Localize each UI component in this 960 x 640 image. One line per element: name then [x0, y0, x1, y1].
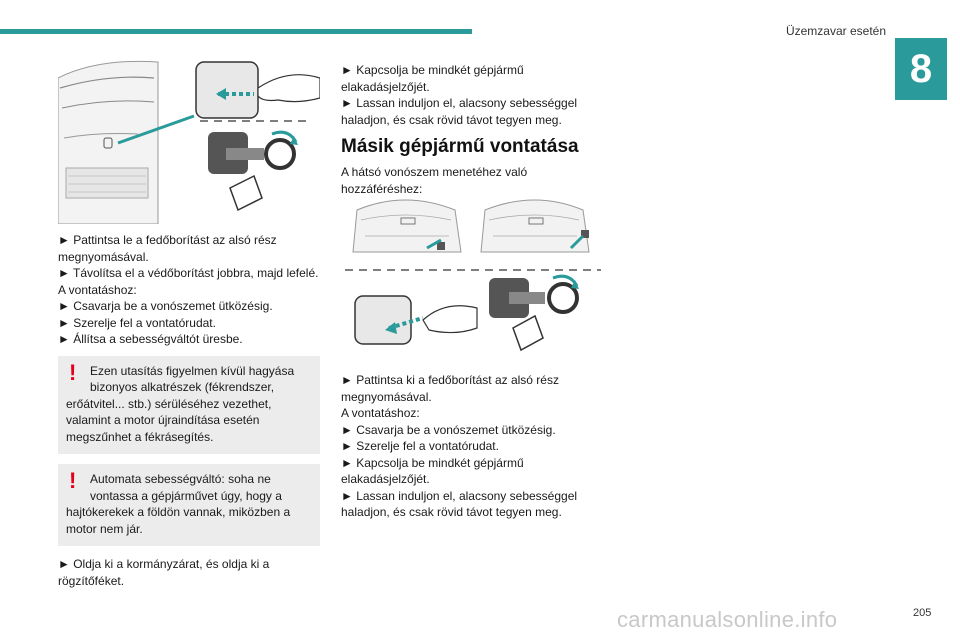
warning-box	[58, 356, 320, 455]
instruction-line: ► Szerelje fel a vontatórudat.	[58, 315, 216, 330]
watermark: carmanualsonline.info	[617, 607, 838, 632]
car-rear-illustration	[345, 190, 601, 352]
right-column-bottom	[341, 372, 603, 521]
warning-box	[58, 464, 320, 546]
instruction-line: A vontatáshoz:	[341, 406, 420, 420]
instruction-line: ► Oldja ki a kormányzárat, és oldja ki a rögzítőféket.	[58, 557, 270, 588]
instruction-line: ► Távolítsa el a védőborítást jobbra, majd lefelé.	[58, 266, 319, 280]
right-column-top	[341, 62, 603, 197]
instruction-line: ► Lassan induljon el, alacsony sebességgel haladjon, és csak rövid távot tegyen meg.	[341, 96, 578, 127]
left-column	[58, 232, 320, 589]
instruction-line: ► Pattintsa ki a fedőborítást az alsó rész megnyomásával.	[341, 373, 559, 404]
warning-text: hajtókerekek a földön vannak, miközben a motor nem jár.	[66, 505, 291, 536]
instruction-line: ► Pattintsa le a fedőborítást az alsó rész megnyomásával.	[58, 233, 277, 264]
instruction-line: ► Szerelje fel a vontatórudat.	[341, 439, 499, 453]
warning-text: Automata sebességváltó: soha ne vontassa a gépjárművet úgy, hogy a	[90, 472, 282, 503]
instruction-line: ► Kapcsolja be mindkét gépjármű elakadásjelzőjét.	[341, 63, 524, 94]
warning-icon: !	[69, 468, 77, 493]
chapter-accent-bar	[0, 29, 472, 34]
chapter-number-badge: 8	[895, 38, 947, 100]
warning-text: erőátvitel... stb.) sérüléséhez vezethet, valamint a motor újraindítása esetén megszűnhet a fékrásegítés.	[66, 396, 272, 444]
instruction-line: ► Csavarja be a vonószemet ütközésig.	[341, 422, 556, 437]
section-title: Másik gépjármű vontatása	[341, 136, 579, 157]
instruction-line: ► Csavarja be a vonószemet ütközésig.	[58, 299, 273, 313]
warning-icon: !	[69, 359, 77, 385]
chapter-title: Üzemzavar esetén	[785, 24, 886, 38]
car-front-illustration	[58, 48, 320, 224]
instruction-line: ► Lassan induljon el, alacsony sebességgel haladjon, és csak rövid távot tegyen meg.	[341, 488, 578, 519]
instruction-line: ► Állítsa a sebességváltót üresbe.	[58, 332, 243, 346]
instruction-line: A vontatáshoz:	[58, 282, 137, 297]
instruction-line: ► Kapcsolja be mindkét gépjármű elakadásjelzőjét.	[341, 455, 524, 486]
intro-text: A hátsó vonószem menetéhez való hozzáféréshez:	[341, 165, 528, 196]
page-number: 205	[913, 607, 932, 619]
warning-text: Ezen utasítás figyelmen kívül hagyása bizonyos alkatrészek (fékrendszer,	[90, 363, 295, 394]
